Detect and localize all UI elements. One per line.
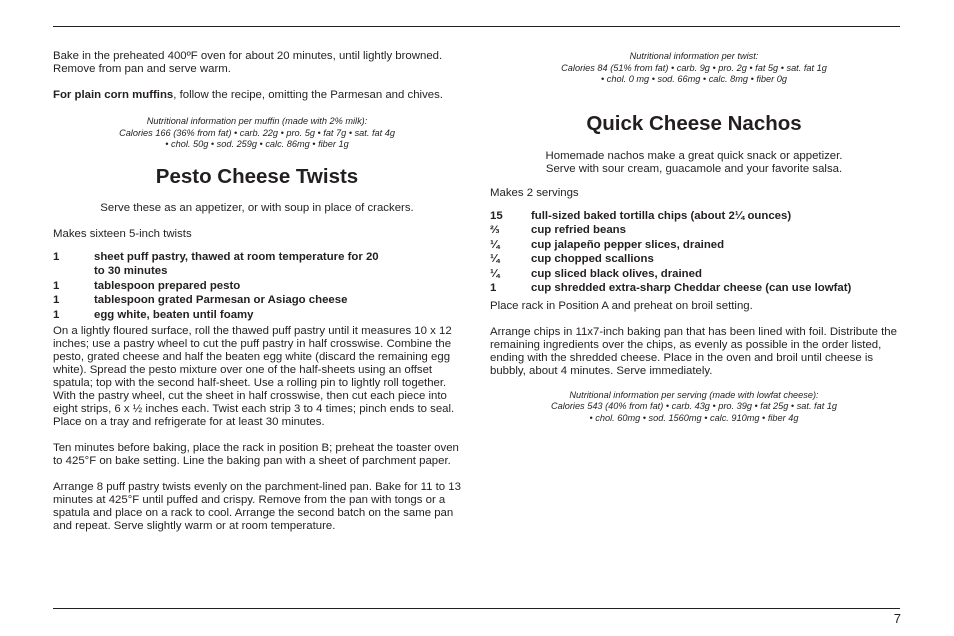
page-number: 7	[893, 611, 901, 626]
ingredient-qty: 1	[53, 308, 60, 321]
ingredient-qty: ⅔	[490, 224, 500, 236]
ingredient-text: tablespoon prepared pesto	[94, 279, 241, 292]
recipe-yield: Makes sixteen 5-inch twists	[53, 227, 192, 240]
nutrition-heading: Nutritional information per muffin (made with 2% milk):	[146, 116, 368, 126]
ingredient-text: tablespoon grated Parmesan or Asiago cheese	[94, 294, 348, 306]
ingredient-list	[53, 250, 461, 323]
method-step: On a lightly floured surface, roll the thawed puff pastry until it measures 10 x 12 inches; use a pastry wheel to cut the puff pastry in half crosswise. Combine the pesto, grated cheese and half the beaten egg white (discard the remaining egg white). Spread the pesto mixture over one of the half-sheets using an offset spatula; top with the second half-sheet. Use a rolling pin to lightly roll together. With the pastry wheel, cut the sheet in half crosswise, then cut each piece into eight strips, 6 x ½ inches each. Twist each strip 3 to 4 times; pinch ends to seal. Place on a tray and refrigerate for at least 30 minutes.	[53, 325, 455, 428]
bottom-rule	[53, 608, 900, 609]
ingredient-text: cup chopped scallions	[531, 253, 654, 265]
ingredient-text: cup jalapeño pepper slices, drained	[531, 238, 725, 251]
ingredient-qty: 1	[53, 294, 60, 306]
variation-text: , follow the recipe, omitting the Parmesan and chives.	[173, 89, 443, 101]
ingredient-qty: 1	[490, 282, 497, 294]
ingredient-item	[53, 279, 461, 294]
recipe-title: Pesto Cheese Twists	[155, 164, 359, 188]
recipe-intro: Serve with sour cream, guacamole and your favorite salsa.	[545, 162, 843, 175]
intro-paragraph: Bake in the preheated 400ºF oven for about 20 minutes, until lightly browned. Remove from pan and serve warm.	[53, 50, 443, 75]
ingredient-text: sheet puff pastry, thawed at room temperature for 20 to 30 minutes	[94, 250, 379, 277]
left-column	[53, 50, 461, 533]
ingredient-item	[490, 267, 898, 282]
method-step: Arrange chips in 11x7-inch baking pan that has been lined with foil. Distribute the remaining ingredients over the chips, as evenly as possible in the order listed, ending with the shredded cheese. Place in the oven and broil until cheese is bubbly, about 4 minutes. Serve immediately.	[490, 325, 897, 377]
nutrition-line: Calories 543 (40% from fat) • carb. 43g • pro. 39g • fat 25g • sat. fat 1g	[550, 401, 838, 411]
ingredient-qty: ¼	[490, 253, 500, 265]
ingredient-item	[490, 281, 898, 296]
ingredient-item	[53, 308, 461, 323]
top-rule	[53, 26, 900, 27]
ingredient-item	[53, 250, 461, 279]
nutrition-line: Calories 166 (36% from fat) • carb. 22g • pro. 5g • fat 7g • sat. fat 4g	[119, 127, 395, 138]
variation-bold: For plain corn muffins	[53, 89, 174, 101]
ingredient-item	[53, 293, 461, 308]
ingredient-qty: 15	[490, 209, 503, 222]
twist-nutrition	[490, 51, 898, 86]
right-column	[490, 51, 898, 424]
muffin-nutrition	[53, 116, 461, 151]
ingredient-text: egg white, beaten until foamy	[94, 308, 254, 321]
variation-paragraph	[53, 89, 461, 102]
recipe-yield: Makes 2 servings	[490, 186, 579, 199]
ingredient-text: full-sized baked tortilla chips (about 2¼ ounces)	[531, 209, 792, 222]
recipe-intro: Serve these as an appetizer, or with soup in place of crackers.	[100, 201, 414, 214]
nutrition-heading: Nutritional information per twist:	[629, 51, 759, 61]
ingredient-qty: ¼	[490, 267, 500, 280]
ingredient-qty: 1	[53, 250, 60, 263]
ingredient-text: cup refried beans	[531, 224, 626, 236]
ingredient-text: cup sliced black olives, drained	[531, 267, 702, 280]
nutrition-line: • chol. 60mg • sod. 1560mg • calc. 910mg • fiber 4g	[589, 412, 799, 423]
method-step: Arrange 8 puff pastry twists evenly on the parchment-lined pan. Bake for 11 to 13 minutes at 425°F until puffed and crispy. Remove from the pan with tongs or a spatula and place on a rack to cool. Arrange the second batch on the same pan and repeat. Serve slightly warm or at room temperature.	[53, 481, 461, 532]
ingredient-item	[490, 238, 898, 253]
nutrition-line: Calories 84 (51% from fat) • carb. 9g • pro. 2g • fat 5g • sat. fat 1g	[561, 62, 827, 73]
ingredient-qty: ¼	[490, 238, 500, 251]
ingredient-qty: 1	[53, 279, 60, 292]
nachos-nutrition	[490, 390, 898, 425]
ingredient-item	[490, 223, 898, 238]
recipe-intro: Homemade nachos make a great quick snack or appetizer.	[545, 149, 843, 162]
nutrition-line: • chol. 50g • sod. 259g • calc. 86mg • fiber 1g	[165, 139, 349, 149]
nutrition-line: • chol. 0 mg • sod. 66mg • calc. 8mg • fiber 0g	[601, 74, 787, 84]
nutrition-heading: Nutritional information per serving (made with lowfat cheese):	[569, 389, 819, 400]
method-step: Ten minutes before baking, place the rack in position B; preheat the toaster oven to 425°F on bake setting. Line the baking pan with a sheet of parchment paper.	[53, 442, 459, 467]
ingredient-list	[490, 209, 898, 296]
ingredient-item	[490, 209, 898, 224]
recipe-title: Quick Cheese Nachos	[586, 111, 802, 135]
method-step: Place rack in Position A and preheat on broil setting.	[490, 299, 753, 312]
ingredient-item	[490, 252, 898, 267]
ingredient-text: cup shredded extra-sharp Cheddar cheese (can use lowfat)	[531, 282, 852, 294]
